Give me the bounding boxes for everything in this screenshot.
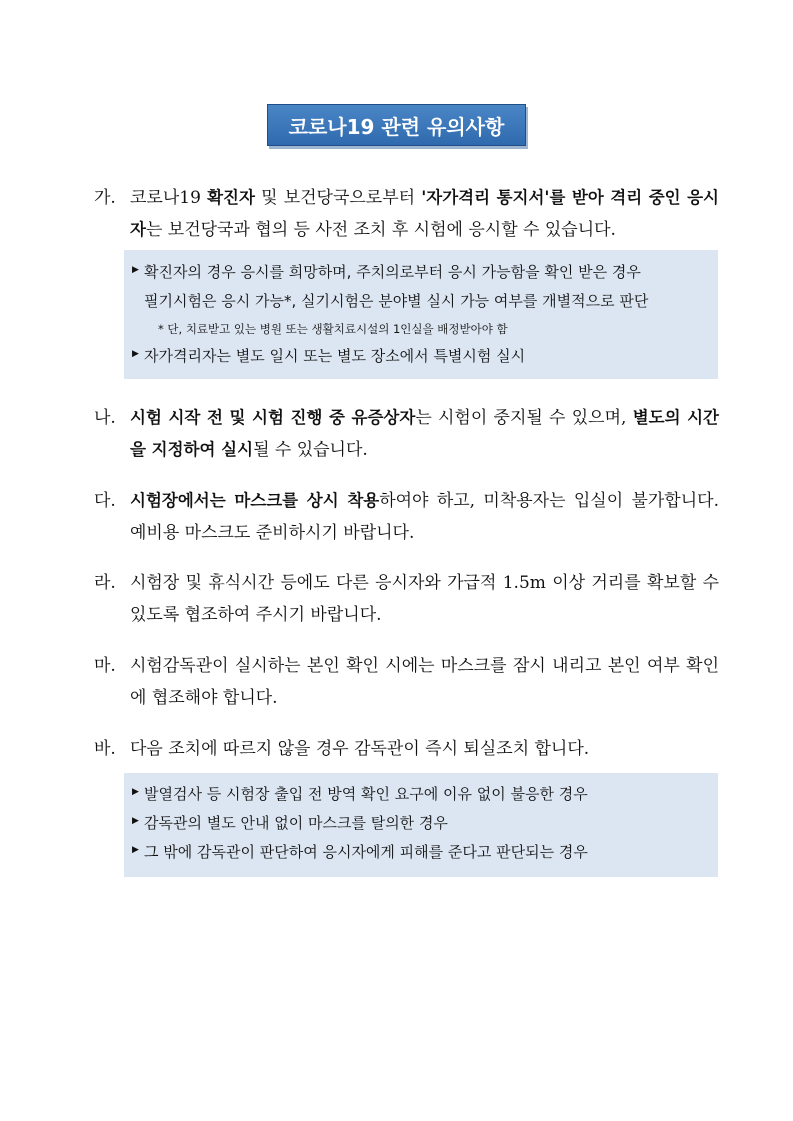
footnote: * 단, 치료받고 있는 병원 또는 생활치료시설의 1인실을 배정받아야 함 — [158, 322, 508, 336]
note-line: ▶ 그 밖에 감독관이 판단하여 응시자에게 피해를 준다고 판단되는 경우 — [132, 838, 712, 867]
item-marker: 가. — [94, 188, 116, 208]
notice-item-da — [94, 485, 719, 549]
notice-item-ga — [94, 182, 719, 246]
item-text: 시험감독관이 실시하는 본인 확인 시에는 마스크를 잠시 내리고 본인 여부 확인에 협조해야 합니다. — [130, 656, 719, 708]
triangle-bullet-icon: ▶ — [132, 265, 139, 275]
triangle-bullet-icon: ▶ — [132, 816, 139, 826]
note-box-expulsion — [124, 773, 718, 877]
triangle-bullet-icon: ▶ — [132, 845, 139, 855]
triangle-bullet-icon: ▶ — [132, 787, 139, 797]
item-marker: 바. — [94, 739, 116, 759]
item-marker: 다. — [94, 491, 116, 511]
notice-item-ra — [94, 567, 719, 631]
item-marker: 마. — [94, 656, 116, 676]
item-text: 시험장에서는 마스크를 상시 착용하여야 하고, 미착용자는 입실이 불가합니다. 예비용 마스크도 준비하시기 바랍니다. — [130, 491, 719, 543]
note-line: ▶ 감독관의 별도 안내 없이 마스크를 탈의한 경우 — [132, 809, 712, 838]
note-line: ▶ 확진자의 경우 응시를 희망하며, 주치의로부터 응시 가능함을 확인 받은 경우 — [132, 258, 712, 287]
item-marker: 라. — [94, 573, 116, 593]
note-line: ▶ 자가격리자는 별도 일시 또는 별도 장소에서 특별시험 실시 — [132, 342, 712, 371]
item-text: 다음 조치에 따르지 않을 경우 감독관이 즉시 퇴실조치 합니다. — [130, 739, 590, 759]
item-text: 시험장 및 휴식시간 등에도 다른 응시자와 가급적 1.5m 이상 거리를 확보할 수 있도록 협조하여 주시기 바랍니다. — [130, 573, 719, 625]
triangle-bullet-icon: ▶ — [132, 349, 139, 359]
notice-item-na — [94, 402, 719, 466]
notice-item-ma — [94, 650, 719, 714]
item-marker: 나. — [94, 408, 116, 428]
item-text: 코로나19 확진자 및 보건당국으로부터 '자가격리 통지서'를 받아 격리 중인 응시자는 보건당국과 협의 등 사전 조치 후 시험에 응시할 수 있습니다. — [130, 188, 719, 240]
page-title: 코로나19 관련 유의사항 — [267, 104, 526, 146]
note-line: ▶ 발열검사 등 시험장 출입 전 방역 확인 요구에 이유 없이 불응한 경우 — [132, 780, 712, 809]
item-text: 시험 시작 전 및 시험 진행 중 유증상자는 시험이 중지될 수 있으며, 별도의 시간을 지정하여 실시될 수 있습니다. — [130, 408, 719, 460]
note-line: 필기시험은 응시 가능*, 실기시험은 분야별 실시 가능 여부를 개별적으로 판단 — [144, 292, 649, 310]
notice-item-ba — [94, 733, 719, 765]
note-box-confirmed — [124, 250, 718, 379]
